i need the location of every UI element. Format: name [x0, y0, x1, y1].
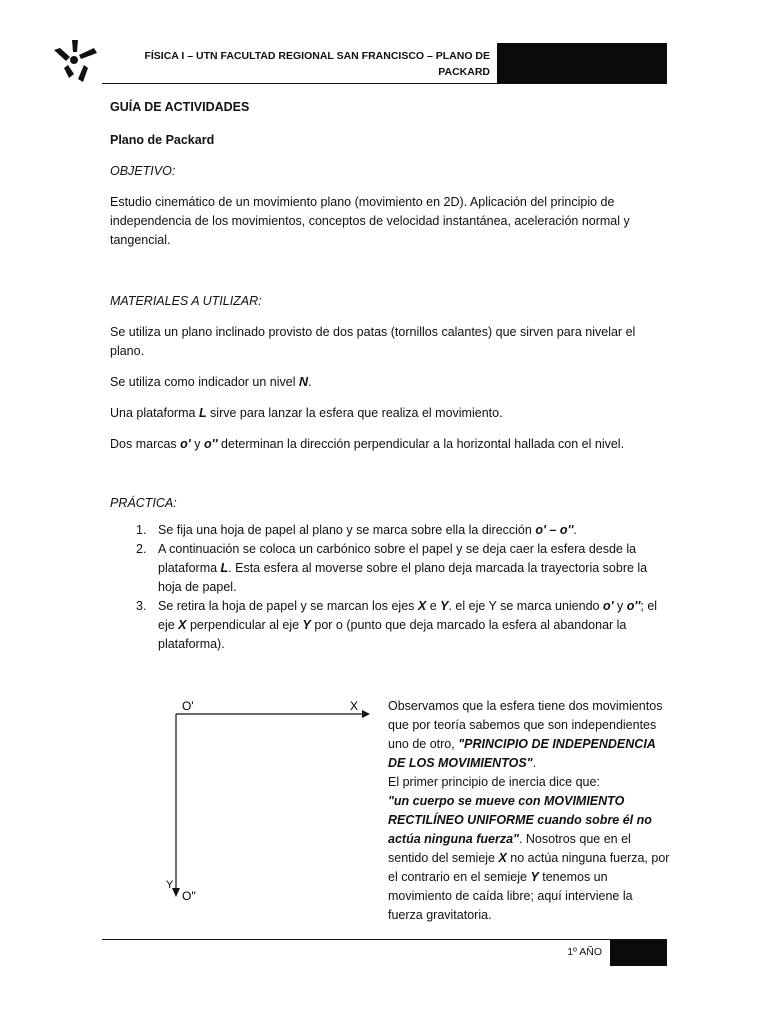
objective-label: OBJETIVO: — [110, 164, 176, 178]
header-divider — [102, 83, 667, 84]
header-black-bar — [497, 43, 667, 83]
practice-step-1: 1. Se fija una hoja de papel al plano y se marca sobre ella la dirección o' – o''. — [136, 523, 577, 537]
materials-paragraph-4: Dos marcas o' y o'' determinan la dirección perpendicular a la horizontal hallada con el nivel. — [110, 437, 625, 451]
document-body — [110, 98, 660, 654]
materials-paragraph-1: Se utiliza un plano inclinado provisto de dos patas (tornillos calantes) que sirven para nivelar el plano. — [110, 325, 636, 358]
header-title-line1: FÍSICA I – UTN FACULTAD REGIONAL SAN FRANCISCO – PLANO DE — [144, 50, 490, 62]
footer-year-label: 1º AÑO — [567, 946, 602, 958]
practice-step-2: 2. A continuación se coloca un carbónico sobre el papel y se deja caer la esfera desde la plataforma L. Esta esfera al moverse sobre el plano deja marcada la trayectoria sobre la hoja de papel. — [136, 542, 648, 594]
practice-steps — [110, 521, 660, 654]
subtitle: Plano de Packard — [110, 133, 215, 147]
x-axis-arrowhead — [362, 710, 370, 718]
x-axis-label: X — [350, 699, 359, 713]
objective-text: Estudio cinemático de un movimiento plano (movimiento en 2D). Aplicación del principio de independencia de los movimientos, conceptos de velocidad instantánea, aceleración normal y tangencial. — [110, 195, 630, 247]
guide-title: GUÍA DE ACTIVIDADES — [110, 100, 250, 114]
header-title-line2: PACKARD — [438, 66, 490, 78]
footer-black-bar — [610, 940, 667, 966]
footer-divider — [102, 939, 667, 940]
materials-paragraph-2: Se utiliza como indicador un nivel N. — [110, 375, 312, 389]
practice-label: PRÁCTICA: — [110, 496, 177, 510]
origin-label: O' — [182, 699, 194, 713]
materials-label: MATERIALES A UTILIZAR: — [110, 294, 262, 308]
o-double-prime-label: O'' — [182, 889, 196, 903]
utn-logo — [50, 38, 98, 86]
axes-diagram — [160, 696, 370, 916]
side-explanation: Observamos que la esfera tiene dos movimientos que por teoría sabemos que son independientes uno de otro, "PRINCIPIO DE INDEPENDENCIA DE LOS MOVIMIENTOS". El primer principio de inercia dice que: "un cuerpo se mueve con MOVIMIENTO RECTILÍNEO UNIFORME cuando sobre él no actúa ninguna fuerza". Nosotros que en el sentido del semieje X no actúa ninguna fuerza, por el contrario en el semieje Y tenemos un movimiento de caída libre; aquí interviene la fuerza gravitatoria. — [388, 699, 670, 922]
header-title — [110, 48, 490, 80]
y-axis-label: Y — [166, 879, 174, 891]
materials-paragraph-3: Una plataforma L sirve para lanzar la esfera que realiza el movimiento. — [110, 406, 503, 420]
practice-step-3: 3. Se retira la hoja de papel y se marcan los ejes X e Y. el eje Y se marca uniendo o' y o''; el eje X perpendicular al eje Y por o (punto que deja marcado la esfera al abandonar la plataforma). — [136, 599, 658, 651]
